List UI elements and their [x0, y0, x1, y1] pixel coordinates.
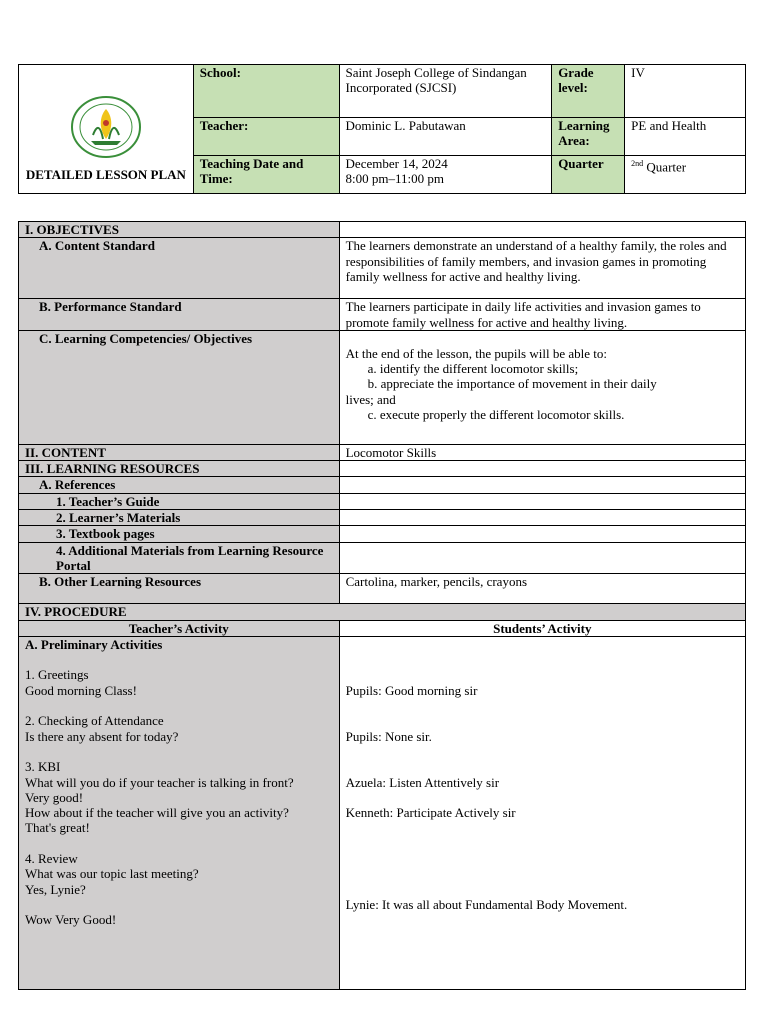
- performance-standard-label: B. Performance Standard: [19, 299, 340, 331]
- student-activity-header: Students’ Activity: [339, 620, 745, 636]
- grade-label: Grade level:: [552, 65, 625, 118]
- competency-item: a. identify the different locomotor skills;: [367, 361, 579, 377]
- empty-cell: [339, 461, 745, 477]
- header-table: [18, 64, 746, 194]
- area-label: Learning Area:: [552, 118, 625, 156]
- content-standard-text: The learners demonstrate an understand of a healthy family, the roles and responsibilities of family members, and invasion games in promoting family wellness for active and healthy living.: [339, 238, 745, 299]
- quarter-value: [625, 156, 746, 194]
- objectives-heading: I. OBJECTIVES: [19, 222, 340, 238]
- content-heading: II. CONTENT: [19, 444, 340, 460]
- teacher-activity-header: Teacher’s Activity: [19, 620, 340, 636]
- student-activity-cell: [339, 636, 745, 989]
- school-value: Saint Joseph College of Sindangan Incorporated (SJCSI): [339, 65, 552, 118]
- area-value: PE and Health: [625, 118, 746, 156]
- school-seal-logo: [69, 95, 143, 159]
- quarter-text: Quarter: [643, 159, 687, 175]
- other-resources-label: B. Other Learning Resources: [19, 574, 340, 604]
- teacher-label: Teacher:: [193, 118, 339, 156]
- competencies-label: C. Learning Competencies/ Objectives: [19, 330, 340, 444]
- logo-cell: [19, 65, 194, 194]
- empty-cell: [339, 493, 745, 509]
- date-label: Teaching Date and Time:: [193, 156, 339, 194]
- teacher-activity-text: 1. Greetings Good morning Class! 2. Checking of Attendance Is there any absent for today? 3. KBI What will you do if your teacher is talking in front? Very good! How about if the teacher will give you an activity? That's great! 4. Review What was our topic last meeting? Yes, Lynie? Wow Very Good!: [25, 667, 294, 928]
- lesson-plan-table: [18, 221, 746, 990]
- content-value: Locomotor Skills: [339, 444, 745, 460]
- document-title: DETAILED LESSON PLAN: [25, 166, 186, 182]
- content-standard-label: A. Content Standard: [19, 238, 340, 299]
- date-value: December 14, 2024: [345, 156, 448, 171]
- resource-item: 1. Teacher’s Guide: [19, 493, 340, 509]
- grade-value: IV: [625, 65, 746, 118]
- quarter-sup: 2nd: [631, 159, 644, 168]
- references-label: A. References: [19, 477, 340, 493]
- resources-heading: III. LEARNING RESOURCES: [19, 461, 340, 477]
- empty-cell: [339, 477, 745, 493]
- empty-cell: [339, 510, 745, 526]
- competencies-intro: At the end of the lesson, the pupils will be able to:: [345, 345, 607, 361]
- date-time-value: [339, 156, 552, 194]
- preliminary-label: A. Preliminary Activities: [25, 636, 163, 652]
- resource-item: 2. Learner’s Materials: [19, 510, 340, 526]
- empty-cell: [339, 526, 745, 542]
- procedure-heading: IV. PROCEDURE: [19, 604, 746, 620]
- student-activity-text: Pupils: Good morning sir Pupils: None sir. Azuela: Listen Attentively sir Kenneth: Participate Actively sir Lynie: It was all about Fundamental Body Movement.: [345, 682, 628, 912]
- competency-item: c. execute properly the different locomotor skills.: [367, 407, 625, 423]
- teacher-activity-cell: [19, 636, 340, 989]
- teacher-value: Dominic L. Pabutawan: [339, 118, 552, 156]
- resource-item: 4. Additional Materials from Learning Resource Portal: [19, 542, 340, 574]
- empty-cell: [339, 542, 745, 574]
- competency-item: b. appreciate the importance of movement in their daily: [367, 376, 657, 392]
- resource-item: 3. Textbook pages: [19, 526, 340, 542]
- school-label: School:: [193, 65, 339, 118]
- empty-cell: [339, 222, 745, 238]
- time-value: 8:00 pm–11:00 pm: [345, 171, 445, 187]
- quarter-label: Quarter: [552, 156, 625, 194]
- competencies-cell: [339, 330, 745, 444]
- other-resources-value: Cartolina, marker, pencils, crayons: [339, 574, 745, 604]
- competency-item: lives; and: [345, 391, 396, 407]
- performance-standard-text: The learners participate in daily life activities and invasion games to promote family wellness for active and healthy living.: [339, 299, 745, 331]
